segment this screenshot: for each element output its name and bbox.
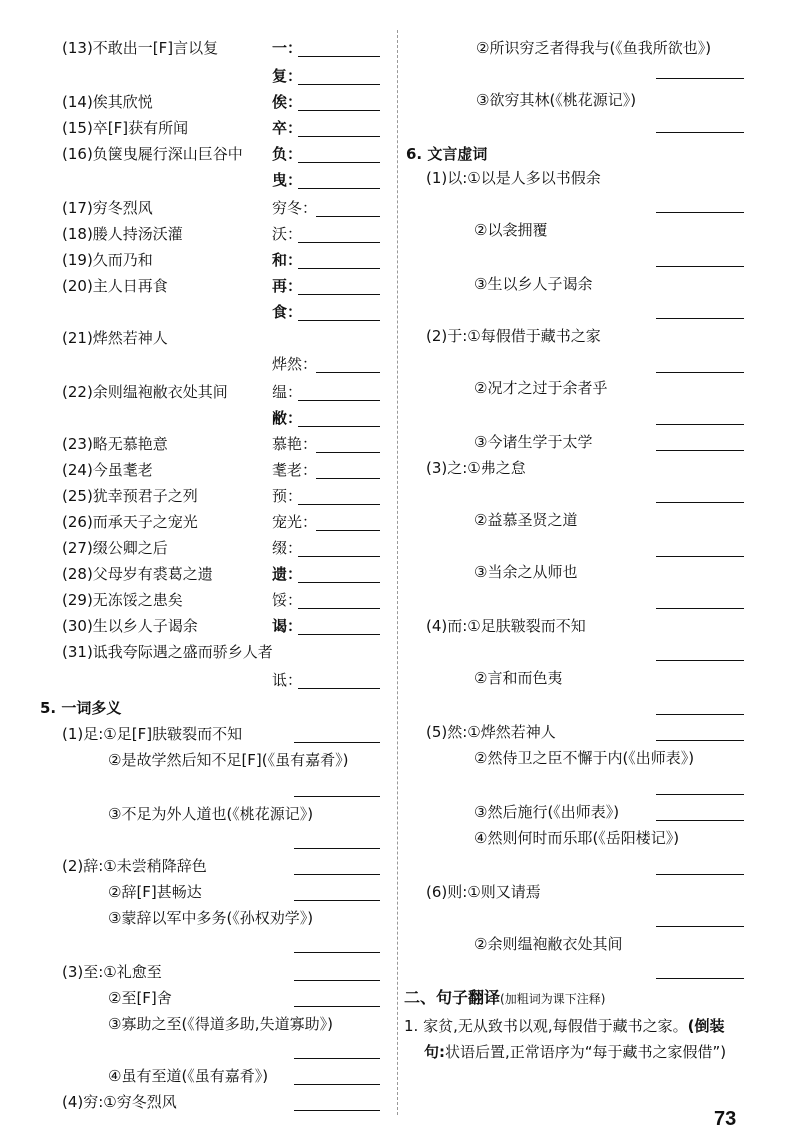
label-chongguang: 宠光： <box>272 513 318 531</box>
s6-line: ②况才之过于余者乎 <box>474 379 608 397</box>
answer-line[interactable] <box>298 556 380 557</box>
item-16: (16)负箧曳屣行深山巨谷中 <box>62 145 243 163</box>
item-21: (21)烨然若神人 <box>62 329 168 347</box>
label-zhui: 缀： <box>272 539 303 557</box>
item-18: (18)媵人持汤沃灌 <box>62 225 183 243</box>
item-20: (20)主人日再食 <box>62 277 168 295</box>
s6-line: ②余则缊袍敝衣处其间 <box>474 935 623 953</box>
label-ye2: 谒： <box>272 617 303 635</box>
answer-line[interactable] <box>298 608 380 609</box>
s6-line: (2)于:①每假借于藏书之家 <box>426 327 601 345</box>
s5-line: ②至[F]舍 <box>108 989 172 1007</box>
s5-line: ④虽有至道(《虽有嘉肴》) <box>108 1067 269 1085</box>
answer-line[interactable] <box>656 714 744 715</box>
q1-line-2: 句:状语后置,正常语序为“每于藏书之家假借”) <box>424 1043 727 1061</box>
answer-line[interactable] <box>656 78 744 79</box>
answer-line[interactable] <box>298 84 380 85</box>
answer-line[interactable] <box>298 504 380 505</box>
label-yu: 预： <box>272 487 303 505</box>
label-nei: 馁： <box>272 591 303 609</box>
answer-line[interactable] <box>294 1110 380 1111</box>
s6-line: ④然则何时而乐耶(《岳阳楼记》) <box>474 829 680 847</box>
answer-line[interactable] <box>294 952 380 953</box>
answer-line[interactable] <box>298 634 380 635</box>
s5-line: ②是故学然后知不足[F](《虽有嘉肴》) <box>108 751 349 769</box>
answer-line[interactable] <box>294 900 380 901</box>
item-23: (23)略无慕艳意 <box>62 435 168 453</box>
answer-line[interactable] <box>298 110 380 111</box>
answer-line[interactable] <box>294 874 380 875</box>
answer-line[interactable] <box>656 450 744 451</box>
s6-line: (6)则:①则又请焉 <box>426 883 541 901</box>
answer-line[interactable] <box>294 1084 380 1085</box>
section-2-title: 二、句子翻译(加粗词为课下注释) <box>404 988 606 1007</box>
column-divider <box>397 30 398 1115</box>
s6-line: ③生以乡人子谒余 <box>474 275 593 293</box>
answer-line[interactable] <box>316 478 380 479</box>
answer-line[interactable] <box>656 266 744 267</box>
answer-line[interactable] <box>656 132 744 133</box>
label-zu: 卒： <box>272 119 303 137</box>
answer-line[interactable] <box>298 268 380 269</box>
answer-line[interactable] <box>294 1006 380 1007</box>
s6-line: ③然后施行(《出师表》) <box>474 803 620 821</box>
answer-line[interactable] <box>656 556 744 557</box>
s5-line: ③不足为外人道也(《桃花源记》) <box>108 805 314 823</box>
answer-line[interactable] <box>298 426 380 427</box>
answer-line[interactable] <box>298 294 380 295</box>
answer-line[interactable] <box>294 1058 380 1059</box>
answer-line[interactable] <box>656 372 744 373</box>
answer-line[interactable] <box>656 502 744 503</box>
label-si: 俟： <box>272 93 303 111</box>
answer-line[interactable] <box>656 794 744 795</box>
label-he: 和： <box>272 251 303 269</box>
label-ye: 曳： <box>272 171 303 189</box>
answer-line[interactable] <box>656 424 744 425</box>
item-25: (25)犹幸预君子之列 <box>62 487 198 505</box>
s6-line: (4)而:①足肤皲裂而不知 <box>426 617 586 635</box>
section-2-note: (加粗词为课下注释) <box>500 992 606 1006</box>
label-maolao: 耄老： <box>272 461 318 479</box>
s6-line: ②以衾拥覆 <box>474 221 548 239</box>
answer-line[interactable] <box>656 660 744 661</box>
answer-line[interactable] <box>656 926 744 927</box>
s5-line: ②辞[F]甚畅达 <box>108 883 202 901</box>
answer-line[interactable] <box>298 320 380 321</box>
item-24: (24)今虽耄老 <box>62 461 153 479</box>
answer-line[interactable] <box>298 400 380 401</box>
answer-line[interactable] <box>656 820 744 821</box>
answer-line[interactable] <box>294 980 380 981</box>
s5-line: (1)足:①足[F]肤皲裂而不知 <box>62 725 243 743</box>
s6-line: (3)之:①弗之怠 <box>426 459 526 477</box>
label-shi: 食： <box>272 303 303 321</box>
r-line: ②所识穷乏者得我与(《鱼我所欲也》) <box>476 39 712 57</box>
item-31: (31)诋我夸际遇之盛而骄乡人者 <box>62 643 273 661</box>
answer-line[interactable] <box>656 318 744 319</box>
label-wo: 沃： <box>272 225 303 243</box>
answer-line[interactable] <box>294 796 380 797</box>
answer-line[interactable] <box>656 740 744 741</box>
label-qiongdong: 穷冬： <box>272 199 318 217</box>
item-28: (28)父母岁有裘葛之遗 <box>62 565 213 583</box>
answer-line[interactable] <box>316 372 380 373</box>
label-yi: 一： <box>272 39 303 57</box>
label-muyan: 慕艳： <box>272 435 318 453</box>
s6-line: (5)然:①烨然若神人 <box>426 723 556 741</box>
answer-line[interactable] <box>298 688 380 689</box>
label-yeran: 烨然： <box>272 355 318 373</box>
label-wei: 遗： <box>272 565 303 583</box>
answer-line[interactable] <box>656 978 744 979</box>
item-30: (30)生以乡人子谒余 <box>62 617 198 635</box>
label-yun: 缊： <box>272 383 303 401</box>
item-14: (14)俟其欣悦 <box>62 93 153 111</box>
answer-line[interactable] <box>298 56 380 57</box>
s6-line: ②益慕圣贤之道 <box>474 511 578 529</box>
s5-line: ③寡助之至(《得道多助,失道寡助》) <box>108 1015 333 1033</box>
answer-line[interactable] <box>294 848 380 849</box>
s6-line: ③今诸生学于太学 <box>474 433 593 451</box>
answer-line[interactable] <box>298 582 380 583</box>
s5-line: (2)辞:①未尝稍降辞色 <box>62 857 207 875</box>
answer-line[interactable] <box>298 188 380 189</box>
s5-line: ③蒙辞以军中多务(《孙权劝学》) <box>108 909 314 927</box>
item-29: (29)无冻馁之患矣 <box>62 591 183 609</box>
answer-line[interactable] <box>656 212 744 213</box>
answer-line[interactable] <box>316 530 380 531</box>
answer-line[interactable] <box>298 136 380 137</box>
item-13: (13)不敢出一[F]言以复 <box>62 39 219 57</box>
s5-line: (3)至:①礼愈至 <box>62 963 162 981</box>
section-6-title: 6. 文言虚词 <box>406 145 488 163</box>
s6-line: ②言和而色夷 <box>474 669 563 687</box>
answer-line[interactable] <box>298 242 380 243</box>
answer-line[interactable] <box>656 608 744 609</box>
s6-line: (1)以:①以是人多以书假余 <box>426 169 601 187</box>
label-zai: 再： <box>272 277 303 295</box>
label-fu: 复： <box>272 67 303 85</box>
s5-line: (4)穷:①穷冬烈风 <box>62 1093 177 1111</box>
item-26: (26)而承天子之宠光 <box>62 513 198 531</box>
item-19: (19)久而乃和 <box>62 251 153 269</box>
s6-line: ③当余之从师也 <box>474 563 578 581</box>
label-di: 诋： <box>272 671 303 689</box>
label-fu2: 负： <box>272 145 303 163</box>
r-line: ③欲穷其林(《桃花源记》) <box>476 91 637 109</box>
page-number: 73 <box>714 1108 737 1130</box>
item-27: (27)缀公卿之后 <box>62 539 168 557</box>
s6-line: ②然侍卫之臣不懈于内(《出师表》) <box>474 749 695 767</box>
item-22: (22)余则缊袍敝衣处其间 <box>62 383 228 401</box>
answer-line[interactable] <box>316 452 380 453</box>
item-15: (15)卒[F]获有所闻 <box>62 119 189 137</box>
label-bi: 敝： <box>272 409 303 427</box>
section-5-title: 5. 一词多义 <box>40 699 122 717</box>
answer-line[interactable] <box>294 742 380 743</box>
q1-line: 1. 家贫,无从致书以观,每假借于藏书之家。(倒装 <box>404 1017 725 1035</box>
item-17: (17)穷冬烈风 <box>62 199 153 217</box>
answer-line[interactable] <box>656 874 744 875</box>
answer-line[interactable] <box>298 162 380 163</box>
answer-line[interactable] <box>316 216 380 217</box>
